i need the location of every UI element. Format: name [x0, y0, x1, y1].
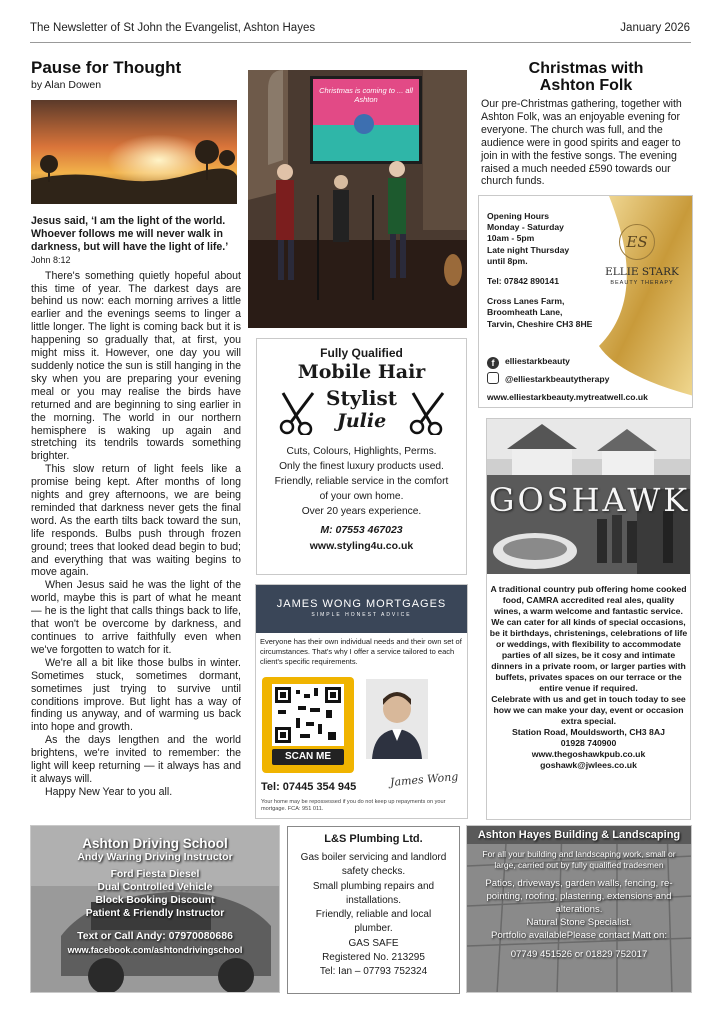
goshawk-advert — [486, 418, 691, 820]
driving-school-advert — [30, 825, 280, 993]
building-phone: 07749 451526 or 01829 752017 — [510, 949, 648, 960]
ellie-web: www.elliestarkbeauty.mytreatwell.co.uk — [487, 392, 648, 402]
screen-caption: Christmas is coming to ... all Ashton — [319, 86, 413, 104]
scissors-icon-right — [409, 391, 447, 435]
hair-stylist: Stylist — [326, 386, 397, 410]
ellie-social — [487, 352, 648, 406]
hair-web: www.styling4u.co.uk — [309, 540, 414, 552]
building-title: Ashton Hayes Building & Landscaping — [467, 826, 691, 844]
facebook-icon: f — [487, 357, 499, 369]
hair-friendly: Friendly, reliable service in the comfort — [274, 476, 449, 487]
wong-signature: James Wong — [389, 770, 459, 789]
goshawk-celebrate: Celebrate with us and get in touch today to see how we can make your day, event or occasion extra special. — [491, 694, 686, 726]
plumbing-advert — [287, 826, 460, 994]
driving-title: Ashton Driving School — [82, 836, 228, 851]
qr-code-icon — [272, 684, 344, 746]
wong-banner — [256, 585, 467, 633]
article-paragraph: Happy New Year to you all. — [45, 785, 173, 798]
driving-instructor: Andy Waring Driving Instructor — [77, 851, 233, 863]
hair-mobile-hair: Mobile Hair — [297, 361, 426, 383]
wong-scan-me: SCAN ME — [272, 749, 344, 765]
driving-feature-3: Block Booking Discount — [95, 895, 215, 906]
wong-tagline: SIMPLE HONEST ADVICE — [311, 612, 412, 618]
folk-body: Our pre-Christmas gathering, together with Ashton Folk, was an enjoyable evening for everyone. The church was full, and the audience were in good spirits and eager to join in with the festive songs. The evening raised a much needed £590 towards our church funds. — [481, 98, 682, 188]
goshawk-address: Station Road, Mouldsworth, CH3 8AJ — [511, 727, 665, 737]
goshawk-occasions: We can cater for all kinds of special occasions, be it birthdays, christenings, celebrations of life or weddings, with flexibility to accommodate parties of all sizes, be it cosy and intimate dinners in a private room, or larger parties with buffets, privates spaces on our terrace or the entire venue if required. — [489, 617, 688, 693]
hair-services: Cuts, Colours, Highlights, Perms. — [286, 446, 437, 457]
newsletter-title: The Newsletter of St John the Evangelist, Ashton Hayes — [30, 22, 316, 34]
opening-hours — [487, 211, 592, 330]
ellie-address-3: Tarvin, Cheshire CH3 8HE — [487, 318, 593, 329]
hair-qualified: Fully Qualified — [320, 346, 403, 360]
building-services: Patios, driveways, garden walls, fencing, re-pointing, roofing, plastering, extensions and alterations. — [485, 878, 673, 915]
hours-times: 10am - 5pm — [487, 233, 535, 244]
goshawk-text — [487, 574, 690, 771]
building-intro: For all your building and landscaping work, small or large, carried out by fully qualified tradesmen — [482, 849, 676, 870]
article-paragraph: There's something quietly hopeful about this time of year. The darkest days are behind us now: each morning arrives a little earlier and the evenings seems to linger a little longer. The light is coming back but it is happening so gradually that, at first, you might miss it. However, one day you will suddenly notice the sun is still hanging in the sky when you are preparing your evening meal or you may realise the birds have returned and are beginning to sing earlier in the morning. The world in our northern hemisphere is waking up again and stretching its tendrils towards something brighter. — [31, 269, 241, 463]
wong-tel: Tel: 07445 354 945 — [261, 781, 357, 793]
pause-for-thought-article — [31, 58, 241, 799]
article-paragraph: We're all a bit like those bulbs in winter. Sometimes stuck, sometimes dormant, sometimes just trying to survive until conditions improve. But light has a way of finding us anyway, and of warming us back into hope and growth. — [31, 656, 241, 734]
driving-web: www.facebook.com/ashtondrivingschool — [67, 945, 243, 955]
goshawk-web: www.thegoshawkpub.co.uk — [531, 749, 646, 759]
article-paragraph: When Jesus said he was the light of the world, maybe this is part of what he meant — he is the light that calls things back to life, that won't be overcome by darkness, and continues to arrive faithfully even when we've forgotten to watch for it. — [31, 579, 241, 656]
instagram-icon — [487, 372, 499, 384]
building-portfolio: Portfolio availablePlease contact Matt on: — [491, 930, 667, 941]
plumbing-tel: Tel: Ian – 07793 752324 — [319, 966, 428, 978]
plumbing-title: L&S Plumbing Ltd. — [324, 833, 423, 845]
qr-code-panel[interactable] — [262, 677, 354, 773]
hours-title: Opening Hours — [487, 211, 550, 221]
article-paragraph: As the days lengthen and the world brightens, we're invited to remember: the light will keep returning — it always has and it always will. — [31, 734, 241, 785]
hair-experience: Over 20 years experience. — [301, 506, 422, 517]
hours-late: Late night Thursday — [487, 244, 570, 255]
goshawk-intro: A traditional country pub offering home cooked food, CAMRA accredited real ales, quality wines, a warm welcome and fantastic service. — [490, 584, 687, 616]
ellie-brand: ELLIE STARK — [605, 266, 679, 278]
article-paragraph: This slow return of light feels like a promise being kept. After months of long nights and grey afternoons, we are being reminded that darkness never gets the final word. As the earth tilts back toward the sun, life responds. Bulbs push through frozen ground; trees that looked dead begin to bud; and everything that was waiting begins to move again. — [31, 463, 241, 579]
article-title: Pause for Thought — [31, 58, 182, 77]
wong-disclaimer: Your home may be repossessed if you do not keep up repayments on your mortgage. FCA: 951 011. — [261, 799, 446, 812]
christmas-folk-article — [481, 60, 691, 188]
header-divider — [30, 42, 691, 43]
plumbing-gas-safe: GAS SAFE — [348, 937, 399, 949]
goshawk-email: goshawk@jwlees.co.uk — [540, 760, 637, 770]
ellie-address-2: Broomheath Lane, — [487, 307, 563, 318]
hair-mobile-number: M: 07553 467023 — [320, 524, 403, 536]
driving-call: Text or Call Andy: 07970080686 — [77, 930, 233, 942]
ellie-brand-sub: BEAUTY THERAPY — [610, 280, 674, 286]
ellie-stark-advert — [478, 195, 693, 408]
scissors-icon-left — [279, 391, 317, 435]
wong-body: Everyone has their own individual needs and their own set of circumstances. That's why I offer a service tailored to each client's specific requirements. — [260, 637, 462, 666]
quote-source: John 8:12 — [31, 254, 71, 265]
bible-quote: Jesus said, ‘I am the light of the world. Whoever follows me will never walk in darkness, but will have the light of life.’ — [31, 215, 229, 253]
building-advert — [466, 825, 692, 993]
wong-portrait — [366, 679, 428, 759]
plumbing-repairs: Small plumbing repairs and installations. — [312, 880, 435, 906]
driving-feature-2: Dual Controlled Vehicle — [97, 882, 213, 893]
goshawk-sign: GOSHAWK — [488, 481, 691, 519]
folk-concert-photo — [248, 70, 467, 328]
hair-home: of your own home. — [319, 491, 404, 502]
wong-name: JAMES WONG MORTGAGES — [276, 598, 447, 610]
ellie-tel: Tel: 07842 890141 — [487, 276, 559, 287]
ellie-instagram: @elliestarkbeautytherapy — [505, 374, 610, 384]
es-monogram: ES — [619, 224, 655, 260]
building-stone: Natural Stone Specialist. — [526, 917, 632, 928]
hair-julie: Julie — [336, 410, 387, 432]
ellie-address-1: Cross Lanes Farm, — [487, 296, 565, 307]
folk-title-line2: Ashton Folk — [539, 77, 633, 94]
plumbing-friendly: Friendly, reliable and local plumber. — [315, 909, 432, 935]
mobile-hair-advert — [256, 338, 467, 575]
james-wong-advert — [255, 584, 468, 819]
ellie-facebook: elliestarkbeauty — [505, 356, 570, 366]
hours-days: Monday - Saturday — [487, 222, 564, 233]
goshawk-phone: 01928 740900 — [560, 738, 617, 748]
folk-title-line1: Christmas with — [528, 60, 644, 77]
driving-feature-1: Ford Fiesta Diesel — [110, 869, 200, 880]
hours-late-time: until 8pm. — [487, 255, 528, 266]
plumbing-gas: Gas boiler servicing and landlord safety checks. — [300, 852, 447, 878]
driving-feature-4: Patient & Friendly Instructor — [85, 908, 225, 919]
issue-date: January 2026 — [620, 22, 690, 34]
article-byline: by Alan Dowen — [31, 79, 102, 91]
hair-products: Only the finest luxury products used. — [279, 461, 444, 472]
plumbing-registered: Registered No. 213295 — [322, 952, 425, 964]
sunrise-photo — [31, 100, 237, 204]
